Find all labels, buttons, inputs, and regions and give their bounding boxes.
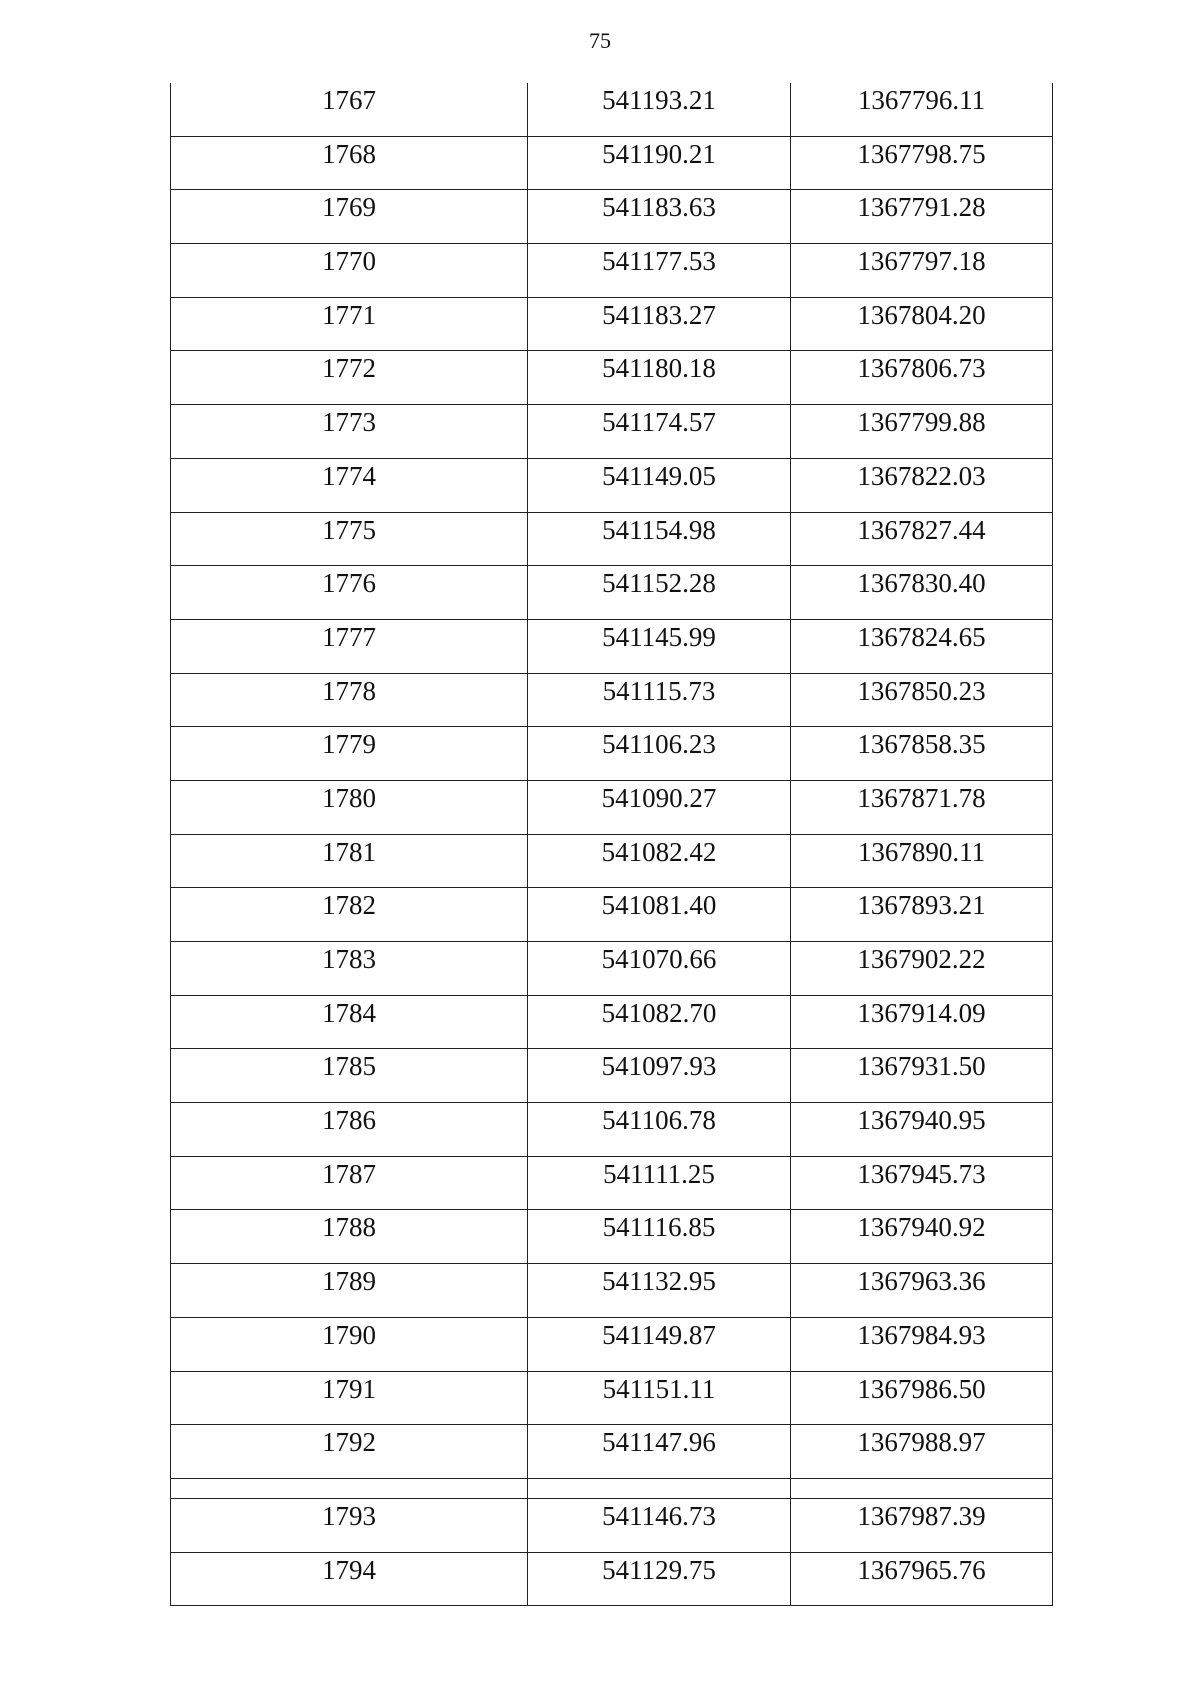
table-row	[171, 1552, 1053, 1606]
cell-text: 541132.95	[602, 1266, 716, 1297]
x-coordinate-cell	[528, 190, 791, 244]
cell-text: 1783	[322, 944, 376, 974]
cell-text: 1367806.73	[857, 353, 986, 384]
y-coordinate-cell	[791, 458, 1053, 512]
cell-text: 1367986.50	[857, 1373, 986, 1404]
cell-text: 1367963.36	[857, 1266, 986, 1297]
table-row	[171, 995, 1053, 1049]
cell-text: 1768	[322, 138, 376, 169]
x-coordinate-cell	[528, 1103, 791, 1157]
cell-text: 541082.70	[601, 997, 717, 1028]
x-coordinate-cell	[528, 1049, 791, 1103]
point-number-cell	[171, 1103, 528, 1157]
table-row	[171, 834, 1053, 888]
table-row	[171, 136, 1053, 190]
cell-text: 1786	[322, 1105, 376, 1136]
point-number-cell	[171, 727, 528, 781]
y-coordinate-cell	[791, 1498, 1053, 1552]
y-coordinate-cell	[791, 1371, 1053, 1425]
x-coordinate-cell	[528, 942, 791, 996]
cell-text: 541106.23	[602, 729, 716, 760]
point-number-cell	[171, 1371, 528, 1425]
y-coordinate-cell	[791, 1264, 1053, 1318]
x-coordinate-cell	[528, 1552, 791, 1606]
x-coordinate-cell	[528, 1498, 791, 1552]
page-number: 75	[589, 28, 611, 53]
x-coordinate-cell	[528, 995, 791, 1049]
table-row	[171, 297, 1053, 351]
cell-text: 1774	[322, 460, 376, 491]
table-row	[171, 673, 1053, 727]
y-coordinate-cell	[791, 1317, 1053, 1371]
table-row	[171, 405, 1053, 459]
x-coordinate-cell	[528, 619, 791, 673]
point-number-cell	[171, 1552, 528, 1606]
cell-text: 1367858.35	[857, 729, 986, 760]
cell-text: 1367914.09	[857, 997, 986, 1028]
cell-text: 541183.63	[602, 192, 716, 223]
point-number-cell	[171, 1210, 528, 1264]
table-row	[171, 1498, 1053, 1552]
x-coordinate-cell	[528, 244, 791, 298]
cell-text: 1367797.18	[857, 246, 986, 277]
cell-text: 541070.66	[601, 944, 717, 974]
cell-text: 1792	[322, 1427, 376, 1458]
point-number-cell	[171, 244, 528, 298]
cell-text: 541149.87	[602, 1319, 716, 1350]
point-number-cell	[171, 190, 528, 244]
point-number-cell	[171, 297, 528, 351]
cell-text: 1367830.40	[857, 568, 986, 599]
x-coordinate-cell	[528, 1156, 791, 1210]
y-coordinate-cell	[791, 136, 1053, 190]
table-row	[171, 1210, 1053, 1264]
cell-text: 1367965.76	[857, 1554, 986, 1585]
cell-text: 1769	[322, 192, 376, 223]
table-row	[171, 727, 1053, 781]
cell-text: 541145.99	[602, 621, 716, 652]
cell-text: 1367871.78	[857, 782, 986, 813]
empty-cell	[528, 1478, 791, 1498]
y-coordinate-cell	[791, 1103, 1053, 1157]
y-coordinate-cell	[791, 1156, 1053, 1210]
x-coordinate-cell	[528, 1371, 791, 1425]
point-number-cell	[171, 942, 528, 996]
cell-text: 541129.75	[602, 1554, 716, 1585]
point-number-cell	[171, 1425, 528, 1479]
cell-text: 1367931.50	[857, 1051, 986, 1082]
table-row	[171, 780, 1053, 834]
table-row	[171, 942, 1053, 996]
table-row	[171, 1371, 1053, 1425]
cell-text: 1785	[322, 1051, 376, 1082]
cell-text: 1793	[322, 1500, 376, 1531]
x-coordinate-cell	[528, 136, 791, 190]
table-row	[171, 83, 1053, 136]
cell-text: 1367940.95	[857, 1105, 986, 1136]
cell-text: 1367987.39	[857, 1500, 986, 1531]
cell-text: 1791	[322, 1373, 376, 1404]
table-row	[171, 619, 1053, 673]
cell-text: 1784	[322, 997, 376, 1028]
cell-text: 1367822.03	[857, 460, 986, 491]
cell-text: 541115.73	[602, 675, 716, 706]
cell-text: 1794	[322, 1554, 376, 1585]
table-break-row	[171, 1478, 1053, 1498]
point-number-cell	[171, 566, 528, 620]
cell-text: 1788	[322, 1212, 376, 1243]
coordinate-table-body	[171, 83, 1053, 1606]
table-row	[171, 351, 1053, 405]
y-coordinate-cell	[791, 673, 1053, 727]
cell-text: 1771	[322, 299, 376, 330]
cell-text: 541097.93	[601, 1051, 717, 1082]
cell-text: 1367850.23	[857, 675, 986, 706]
cell-text: 541190.21	[602, 138, 716, 169]
point-number-cell	[171, 1049, 528, 1103]
point-number-cell	[171, 1317, 528, 1371]
cell-text: 1367940.92	[857, 1212, 986, 1243]
table-row	[171, 1264, 1053, 1318]
cell-text: 1790	[322, 1319, 376, 1350]
cell-text: 1773	[322, 407, 376, 438]
coordinate-table	[170, 83, 1053, 1606]
cell-text: 541106.78	[602, 1105, 716, 1136]
cell-text: 541082.42	[601, 836, 717, 867]
y-coordinate-cell	[791, 566, 1053, 620]
table-row	[171, 1425, 1053, 1479]
x-coordinate-cell	[528, 834, 791, 888]
table-row	[171, 458, 1053, 512]
x-coordinate-cell	[528, 351, 791, 405]
y-coordinate-cell	[791, 888, 1053, 942]
point-number-cell	[171, 512, 528, 566]
cell-text: 541149.05	[602, 460, 716, 491]
cell-text: 1367791.28	[857, 192, 986, 223]
cell-text: 1367988.97	[857, 1427, 986, 1458]
x-coordinate-cell	[528, 405, 791, 459]
y-coordinate-cell	[791, 834, 1053, 888]
cell-text: 541151.11	[602, 1373, 716, 1404]
cell-text: 1780	[322, 782, 376, 813]
x-coordinate-cell	[528, 1264, 791, 1318]
point-number-cell	[171, 405, 528, 459]
cell-text: 1789	[322, 1266, 376, 1297]
cell-text: 1367798.75	[857, 138, 986, 169]
cell-text: 1782	[322, 890, 376, 921]
cell-text: 541146.73	[602, 1500, 716, 1531]
y-coordinate-cell	[791, 244, 1053, 298]
point-number-cell	[171, 995, 528, 1049]
x-coordinate-cell	[528, 83, 791, 136]
table-row	[171, 1317, 1053, 1371]
y-coordinate-cell	[791, 780, 1053, 834]
y-coordinate-cell	[791, 727, 1053, 781]
cell-text: 1367824.65	[857, 621, 986, 652]
point-number-cell	[171, 1156, 528, 1210]
point-number-cell	[171, 1498, 528, 1552]
cell-text: 1367902.22	[857, 944, 986, 974]
table-row	[171, 1049, 1053, 1103]
cell-text: 541183.27	[602, 299, 716, 330]
x-coordinate-cell	[528, 780, 791, 834]
cell-text: 1367945.73	[857, 1158, 986, 1189]
cell-text: 541116.85	[602, 1212, 716, 1243]
cell-text: 1367984.93	[857, 1319, 986, 1350]
cell-text: 1767	[322, 85, 376, 115]
table-row	[171, 566, 1053, 620]
x-coordinate-cell	[528, 1425, 791, 1479]
point-number-cell	[171, 619, 528, 673]
table-row	[171, 512, 1053, 566]
cell-text: 1779	[322, 729, 376, 760]
y-coordinate-cell	[791, 405, 1053, 459]
x-coordinate-cell	[528, 673, 791, 727]
cell-text: 1778	[322, 675, 376, 706]
cell-text: 541154.98	[602, 514, 716, 545]
point-number-cell	[171, 458, 528, 512]
cell-text: 1777	[322, 621, 376, 652]
y-coordinate-cell	[791, 1210, 1053, 1264]
point-number-cell	[171, 351, 528, 405]
point-number-cell	[171, 83, 528, 136]
x-coordinate-cell	[528, 512, 791, 566]
cell-text: 1367893.21	[857, 890, 986, 921]
table-row	[171, 190, 1053, 244]
cell-text: 1787	[322, 1158, 376, 1189]
cell-text: 541152.28	[602, 568, 716, 599]
x-coordinate-cell	[528, 888, 791, 942]
cell-text: 1776	[322, 568, 376, 599]
table-row	[171, 1156, 1053, 1210]
cell-text: 1770	[322, 246, 376, 277]
point-number-cell	[171, 834, 528, 888]
cell-text: 1367804.20	[857, 299, 986, 330]
point-number-cell	[171, 780, 528, 834]
cell-text: 541177.53	[602, 246, 716, 277]
x-coordinate-cell	[528, 566, 791, 620]
x-coordinate-cell	[528, 1317, 791, 1371]
table-row	[171, 244, 1053, 298]
point-number-cell	[171, 1264, 528, 1318]
y-coordinate-cell	[791, 83, 1053, 136]
empty-cell	[171, 1478, 528, 1498]
cell-text: 1775	[322, 514, 376, 545]
cell-text: 541193.21	[602, 85, 716, 115]
table-row	[171, 888, 1053, 942]
y-coordinate-cell	[791, 619, 1053, 673]
y-coordinate-cell	[791, 942, 1053, 996]
cell-text: 541090.27	[601, 782, 717, 813]
cell-text: 541111.25	[603, 1158, 715, 1189]
cell-text: 541180.18	[602, 353, 716, 384]
cell-text: 1367827.44	[857, 514, 986, 545]
cell-text: 1772	[322, 353, 376, 384]
cell-text: 1781	[322, 836, 376, 867]
table-row	[171, 1103, 1053, 1157]
y-coordinate-cell	[791, 1049, 1053, 1103]
y-coordinate-cell	[791, 351, 1053, 405]
cell-text: 541174.57	[602, 407, 716, 438]
cell-text: 1367799.88	[857, 407, 986, 438]
cell-text: 1367890.11	[857, 836, 986, 867]
x-coordinate-cell	[528, 1210, 791, 1264]
y-coordinate-cell	[791, 1425, 1053, 1479]
y-coordinate-cell	[791, 1552, 1053, 1606]
point-number-cell	[171, 673, 528, 727]
empty-cell	[791, 1478, 1053, 1498]
point-number-cell	[171, 136, 528, 190]
y-coordinate-cell	[791, 297, 1053, 351]
cell-text: 1367796.11	[857, 85, 986, 115]
y-coordinate-cell	[791, 512, 1053, 566]
cell-text: 541147.96	[602, 1427, 716, 1458]
y-coordinate-cell	[791, 190, 1053, 244]
x-coordinate-cell	[528, 458, 791, 512]
cell-text: 541081.40	[601, 890, 717, 921]
y-coordinate-cell	[791, 995, 1053, 1049]
x-coordinate-cell	[528, 297, 791, 351]
point-number-cell	[171, 888, 528, 942]
x-coordinate-cell	[528, 727, 791, 781]
